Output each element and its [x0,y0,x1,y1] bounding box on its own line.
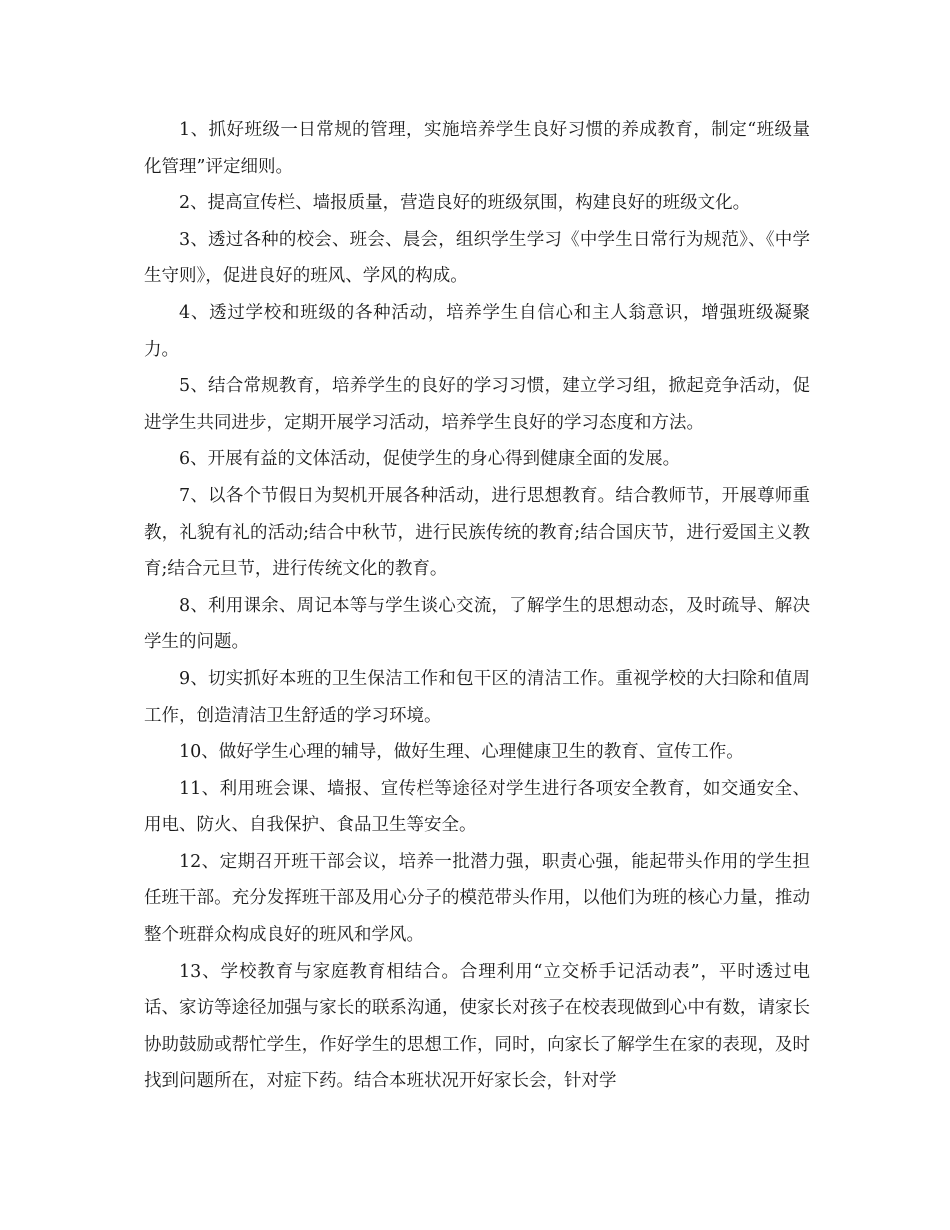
paragraph-13: 13、学校教育与家庭教育相结合。合理利用“立交桥手记活动表”，平时透过电话、家访等途径加强与家长的联系沟通，使家长对孩子在校表现做到心中有数，请家长协助鼓励或帮忙学生，作好学生的思想工作，同时，向家长了解学生在家的表现，及时找到问题所在，对症下药。结合本班状况开好家长会，针对学 [144,961,810,1092]
paragraph-8: 8、利用课余、周记本等与学生谈心交流，了解学生的思想动态，及时疏导、解决学生的问题。 [144,595,810,653]
paragraph-12: 12、定期召开班干部会议，培养一批潜力强，职责心强，能起带头作用的学生担任班干部。充分发挥班干部及用心分子的模范带头作用，以他们为班的核心力量，推动整个班群众构成良好的班风和学风。 [144,851,810,946]
paragraph-2: 2、提高宣传栏、墙报质量，营造良好的班级氛围，构建良好的班级文化。 [179,193,751,214]
paragraph-1: 1、抓好班级一日常规的管理，实施培养学生良好习惯的养成教育，制定“班级量化管理”评定细则。 [144,120,810,177]
document-body [144,112,810,1100]
paragraph-10: 10、做好学生心理的辅导，做好生理、心理健康卫生的教育、宣传工作。 [179,742,744,763]
paragraph-9: 9、切实抓好本班的卫生保洁工作和包干区的清洁工作。重视学校的大扫除和值周工作，创造清洁卫生舒适的学习环境。 [144,668,810,726]
paragraph-11: 11、利用班会课、墙报、宣传栏等途径对学生进行各项安全教育，如交通安全、用电、防火、自我保护、食品卫生等安全。 [144,778,810,836]
paragraph-6: 6、开展有益的文体活动，促使学生的身心得到健康全面的发展。 [179,449,681,470]
paragraph-4: 4、透过学校和班级的各种活动，培养学生自信心和主人翁意识，增强班级凝聚力。 [144,302,810,360]
paragraph-7: 7、以各个节假日为契机开展各种活动，进行思想教育。结合教师节，开展尊师重教，礼貌有礼的活动;结合中秋节，进行民族传统的教育;结合国庆节，进行爱国主义教育;结合元旦节，进行传统文化的教育。 [144,485,810,580]
paragraph-5: 5、结合常规教育，培养学生的良好的学习习惯，建立学习组，掀起竞争活动，促进学生共同进步，定期开展学习活动，培养学生良好的学习态度和方法。 [144,376,810,433]
paragraph-3: 3、透过各种的校会、班会、晨会，组织学生学习《中学生日常行为规范》、《中学生守则》，促进良好的班风、学风的构成。 [144,229,810,287]
